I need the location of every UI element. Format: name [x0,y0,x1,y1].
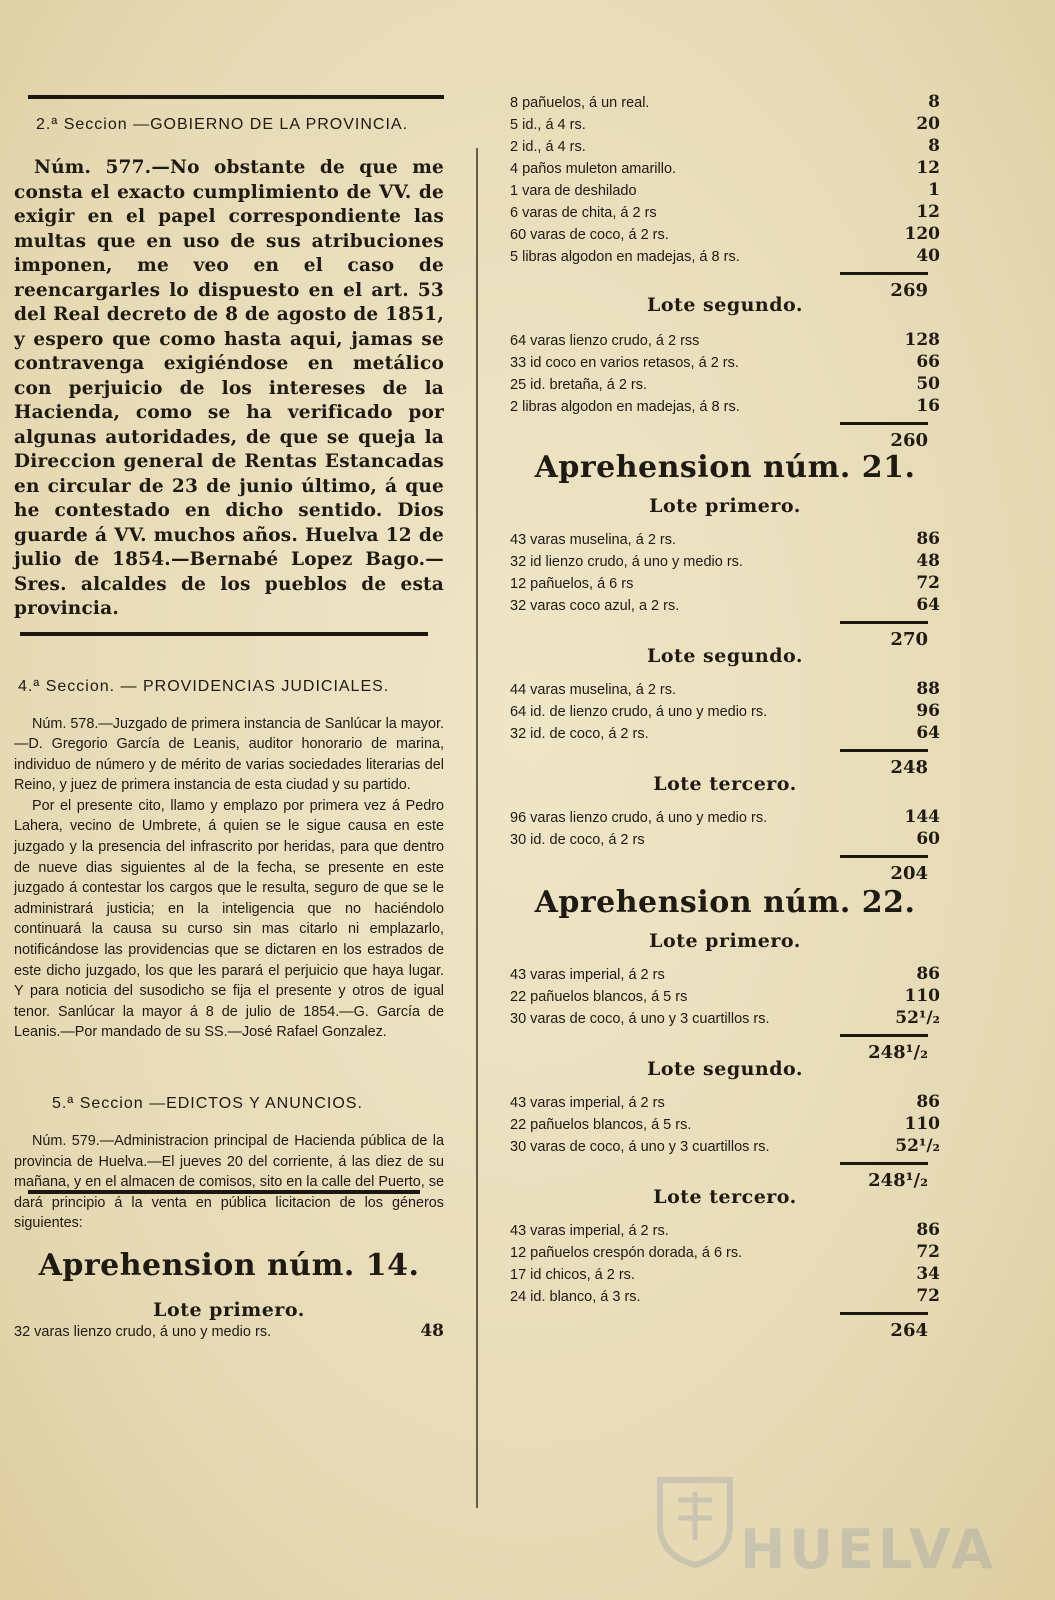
lote-items [14,1321,444,1343]
lote-item [510,529,940,551]
lote-items [510,964,940,1030]
item-description: 33 id coco en varios retasos, á 2 rs. [510,355,739,371]
section-4-paragraph-1: Núm. 578.—Juzgado de primera instancia de Sanlúcar la mayor.—D. Gregorio García de Leanis, auditor honorario de marina, individuo de número y de mérito de varias sociedades literarias del Reino, y juez de primera instancia de esta ciudad y su partido. [14,715,444,794]
total-rule [840,621,928,624]
item-value: 86 [916,1220,940,1240]
item-description: 30 id. de coco, á 2 rs [510,832,645,848]
lote-item [510,1092,940,1114]
lote-item [510,829,940,851]
lote-items [510,1220,940,1308]
item-value: 86 [916,1092,940,1112]
item-description: 22 pañuelos blancos, á 5 rs [510,989,688,1005]
item-value: 52¹/₂ [895,1136,940,1156]
stamp-text: HUELVA [740,1518,997,1581]
lote-item [510,246,940,268]
lote-heading: Lote primero. [649,930,801,952]
lote-total-row [510,1158,940,1202]
lote-item [510,1008,940,1030]
lote-heading: Lote primero. [153,1298,305,1321]
item-description: 1 vara de deshilado [510,183,637,199]
item-description: 24 id. blanco, á 3 rs. [510,1289,641,1305]
item-description: 22 pañuelos blancos, á 5 rs. [510,1117,692,1133]
item-value: 110 [904,986,940,1006]
item-value: 50 [916,374,940,394]
item-value: 8 [928,92,940,112]
item-description: 5 libras algodon en madejas, á 8 rs. [510,249,740,265]
total-rule [840,1034,928,1037]
lote-heading: Lote tercero. [653,1186,797,1208]
item-description: 12 pañuelos, á 6 rs [510,576,634,592]
item-value: 96 [916,701,940,721]
lote-total-row [510,418,940,462]
item-description: 32 varas coco azul, a 2 rs. [510,598,680,614]
item-value: 72 [916,573,940,593]
item-description: 30 varas de coco, á uno y 3 cuartillos rs. [510,1011,770,1027]
item-value: 86 [916,529,940,549]
lote-item [14,1321,444,1343]
item-description: 43 varas imperial, á 2 rs. [510,1223,669,1239]
lote-total-row [510,745,940,789]
section-4-paragraph-2: Por el presente cito, llamo y emplazo por primera vez á Pedro Lahera, vecino de Umbrete, á quien se le sigue causa en este juzgado y la presencia del infrascrito por heridas, para que dentro de nueve dias siguientes al de la fecha, se presente en este juzgado á contestar los cargos que le resulta, seguro de que se le administrará justicia; en la inteligencia que no haciéndolo continuará la causa su curso sin mas citarlo ni emplazarlo, notificándose las providencias que se dictaren en los estrados de este dicho juzgado, los que les parará el perjuicio que haya lugar. Y para noticia del susodicho se fija el presente y otros de igual tenor. Sanlúcar la mayor á 8 de julio de 1854.—G. García de Leanis.—Por mandado de su SS.—José Rafael Gonzalez. [14,797,444,1041]
lote-item [510,723,940,745]
item-description: 30 varas de coco, á uno y 3 cuartillos rs. [510,1139,770,1155]
item-description: 17 id chicos, á 2 rs. [510,1267,635,1283]
lote-item [510,114,940,136]
aprehension-heading: Aprehension núm. 14. [38,1247,420,1283]
lote-items [510,807,940,851]
item-value: 52¹/₂ [895,1008,940,1028]
lote-total-row [510,851,940,895]
lote-item [510,158,940,180]
item-description: 60 varas de coco, á 2 rs. [510,227,669,243]
item-description: 43 varas muselina, á 2 rs. [510,532,677,548]
item-description: 4 paños muleton amarillo. [510,161,677,177]
lote-item [510,595,940,617]
lote-heading: Lote segundo. [647,294,803,316]
lote-heading: Lote tercero. [653,773,797,795]
lote-total: 270 [890,629,928,650]
lote-item [510,374,940,396]
item-value: 48 [420,1320,444,1341]
lote-item [510,180,940,202]
item-value: 128 [904,330,940,350]
lote-item [510,330,940,352]
item-description: 6 varas de chita, á 2 rs [510,205,657,221]
right-column [510,92,940,1352]
item-value: 66 [916,352,940,372]
item-description: 43 varas imperial, á 2 rs [510,1095,665,1111]
item-description: 96 varas lienzo crudo, á uno y medio rs. [510,810,768,826]
lote-heading: Lote segundo. [647,1058,803,1080]
section-2-header: 2.ª Seccion —GOBIERNO DE LA PROVINCIA. [36,116,409,133]
lote-total: 260 [890,430,928,451]
item-description: 44 varas muselina, á 2 rs. [510,682,677,698]
item-description: 12 pañuelos crespón dorada, á 6 rs. [510,1245,743,1261]
lote-item [510,202,940,224]
section-5-header: 5.ª Seccion —EDICTOS Y ANUNCIOS. [52,1095,363,1112]
total-rule [840,855,928,858]
aprehension-heading: Aprehension núm. 22. [534,885,916,920]
total-rule [840,422,928,425]
lote-item [510,807,940,829]
lote-item [510,573,940,595]
library-stamp-watermark [650,1470,997,1581]
lote-item [510,224,940,246]
lote-total: 248¹/₂ [868,1170,928,1191]
item-value: 110 [904,1114,940,1134]
item-description: 8 pañuelos, á un real. [510,95,650,111]
lote-heading: Lote primero. [649,495,801,517]
lote-total-row [510,1308,940,1352]
lote-items [510,679,940,745]
lote-total: 269 [890,280,928,301]
item-value: 72 [916,1242,940,1262]
total-rule [840,272,928,275]
shield-icon [650,1470,740,1570]
lote-heading: Lote segundo. [647,645,803,667]
lote-item [510,701,940,723]
total-rule [840,1162,928,1165]
lote-total: 248 [890,757,928,778]
lote-item [510,136,940,158]
item-value: 120 [904,224,940,244]
item-description: 2 libras algodon en madejas, á 8 rs. [510,399,740,415]
item-value: 144 [904,807,940,827]
lote-item [510,964,940,986]
aprehension-heading: Aprehension núm. 21. [534,450,916,485]
item-description: 43 varas imperial, á 2 rs [510,967,665,983]
section-2-paragraph: Núm. 577.—No obstante de que me consta el exacto cumplimiento de VV. de exigir en el papel correspondiente las multas que en uso de sus atribuciones imponen, me veo en el caso de reencargarles lo dispuesto en el art. 53 del Real decreto de 8 de agosto de 1851, y espero que como hasta aqui, jamas se contravenga exigiéndose en metálico con perjuicio de los intereses de la Hacienda, como se ha verificado por algunas autoridades, de que se queja la Direccion general de Rentas Estancadas en circular de 23 de junio último, á que he contestado en dicho sentido. Dios guarde á VV. muchos años. Huelva 12 de julio de 1854.—Bernabé Lopez Bago.—Sres. alcaldes de los pueblos de esta provincia. [14,157,444,619]
item-value: 64 [916,595,940,615]
item-value: 34 [916,1264,940,1284]
lote-items [510,529,940,617]
lote-item [510,92,940,114]
item-value: 48 [916,551,940,571]
item-value: 12 [916,202,940,222]
lote-item [510,1286,940,1308]
lote-item [510,352,940,374]
item-value: 72 [916,1286,940,1306]
lote-total: 204 [890,863,928,884]
item-description: 2 id., á 4 rs. [510,139,586,155]
section-5-paragraph: Núm. 579.—Administracion principal de Hacienda pública de la provincia de Huelva.—El jueves 20 del corriente, á las diez de su mañana, y en el almacen de comisos, sito en la calle del Puerto, se dará principio á la venta en pública licitacion de los géneros siguientes: [14,1133,444,1232]
column-divider [476,148,478,1508]
item-description: 64 varas lienzo crudo, á 2 rss [510,333,700,349]
lote-item [510,1114,940,1136]
lote-item [510,1220,940,1242]
item-value: 20 [916,114,940,134]
item-value: 16 [916,396,940,416]
total-rule [840,749,928,752]
item-description: 32 id. de coco, á 2 rs. [510,726,649,742]
lote-item [510,986,940,1008]
item-value: 40 [916,246,940,266]
left-column [14,88,444,1343]
item-value: 1 [928,180,940,200]
lote-total-row [510,268,940,312]
item-value: 86 [916,964,940,984]
lote-total-row [510,617,940,661]
lote-item [510,1242,940,1264]
item-description: 25 id. bretaña, á 2 rs. [510,377,648,393]
lote-item [510,679,940,701]
lote-item [510,551,940,573]
item-description: 5 id., á 4 rs. [510,117,586,133]
item-value: 60 [916,829,940,849]
total-rule [840,1312,928,1315]
item-value: 88 [916,679,940,699]
item-description: 32 varas lienzo crudo, á uno y medio rs. [14,1323,272,1340]
item-description: 32 id lienzo crudo, á uno y medio rs. [510,554,743,570]
lote-total-row [510,1030,940,1074]
item-description: 64 id. de lienzo crudo, á uno y medio rs. [510,704,768,720]
item-value: 8 [928,136,940,156]
lote-item [510,1136,940,1158]
lote-item [510,1264,940,1286]
item-value: 64 [916,723,940,743]
lote-item [510,396,940,418]
lote-items [510,330,940,418]
section-4-header: 4.ª Seccion. — PROVIDENCIAS JUDICIALES. [18,677,390,695]
lote-items [510,92,940,268]
lote-total: 248¹/₂ [868,1042,928,1063]
item-value: 12 [916,158,940,178]
lote-items [510,1092,940,1158]
lote-total: 264 [890,1320,928,1341]
